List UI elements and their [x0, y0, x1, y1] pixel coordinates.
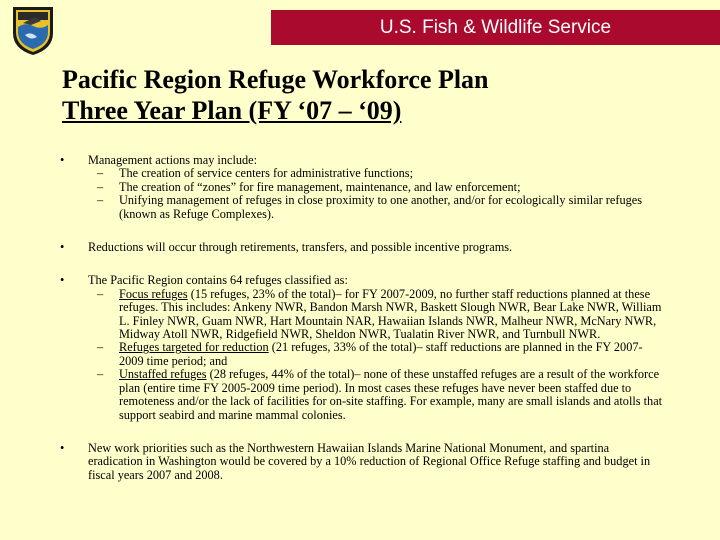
- sub-item-text: (21 refuges, 33% of the total)– staff reductions are planned in the FY 2007-2009 time period; and: [119, 340, 643, 368]
- bullet-text: The Pacific Region contains 64 refuges classified as:: [88, 273, 348, 288]
- term-label: Unstaffed refuges: [119, 367, 207, 382]
- bullet-icon: •: [60, 240, 65, 255]
- sub-item: [88, 181, 665, 194]
- agency-banner: [271, 10, 720, 45]
- sub-item-text: The creation of “zones” for fire management, maintenance, and law enforcement;: [119, 179, 521, 194]
- bullet-icon: •: [60, 440, 65, 455]
- bullet-icon: •: [60, 273, 65, 288]
- dash-icon: –: [97, 340, 104, 355]
- sub-item: [88, 194, 665, 221]
- slide-body: [55, 154, 665, 482]
- bullet-management-actions: [55, 154, 665, 221]
- bullet-refuge-classification: [55, 274, 665, 421]
- dash-icon: –: [97, 367, 104, 382]
- sub-item-unstaffed-refuges: [88, 368, 665, 422]
- term-label: Focus refuges: [119, 286, 188, 301]
- title-line-1: Pacific Region Refuge Workforce Plan: [62, 65, 489, 94]
- agency-name: U.S. Fish & Wildlife Service: [379, 16, 612, 38]
- usfws-shield-logo-icon: [11, 5, 55, 57]
- dash-icon: –: [97, 286, 104, 301]
- term-label: Refuges targeted for reduction: [119, 340, 269, 355]
- bullet-text: Reductions will occur through retirements, transfers, and possible incentive programs.: [88, 240, 513, 255]
- sub-item-targeted-refuges: [88, 341, 665, 368]
- bullet-text: New work priorities such as the Northwestern Hawaiian Islands Marine National Monument, and spartina eradication in Washington would be covered by a 10% reduction of Regional Office Refuge staffing and budget in fiscal years 2007 and 2008.: [88, 440, 651, 482]
- bullet-icon: •: [60, 153, 65, 167]
- sub-item-text: (28 refuges, 44% of the total)– none of these unstaffed refuges are a result of the workforce plan (entire time FY 2005-2009 time period). In most cases these refuges have never been staffed due to remoteness and/or the lack of facilities for on-site staffing. For example, many are small islands and atolls that support seabird and marine mammal colonies.: [119, 367, 663, 422]
- bullet-text: Management actions may include:: [88, 153, 258, 167]
- page-title: [62, 64, 489, 126]
- sub-item-focus-refuges: [88, 288, 665, 342]
- sub-item-text: The creation of service centers for administrative functions;: [119, 166, 413, 181]
- title-line-2: Three Year Plan (FY ‘07 – ‘09): [62, 96, 402, 125]
- bullet-reductions: [55, 241, 665, 254]
- bullet-new-priorities: [55, 442, 665, 482]
- dash-icon: –: [97, 179, 104, 194]
- sub-item-text: Unifying management of refuges in close proximity to one another, and/or for ecologically similar refuges (known as Refuge Complexes).: [119, 193, 642, 221]
- sub-item-text: (15 refuges, 23% of the total)– for FY 2007-2009, no further staff reductions planned at these refuges. This includes: Ankeny NWR, Bandon Marsh NWR, Baskett Slough NWR, Bear Lake NWR, William L. Finley NWR, Guam NWR, Hart Mountain NAR, Hawaiian Islands NWR, Malheur NWR, McNary NWR, Midway Atoll NWR, Ridgefield NWR, Sheldon NWR, Tualatin River NWR, and Turnbull NWR.: [119, 286, 662, 342]
- dash-icon: –: [97, 193, 104, 208]
- dash-icon: –: [97, 166, 104, 181]
- sub-item: [88, 167, 665, 180]
